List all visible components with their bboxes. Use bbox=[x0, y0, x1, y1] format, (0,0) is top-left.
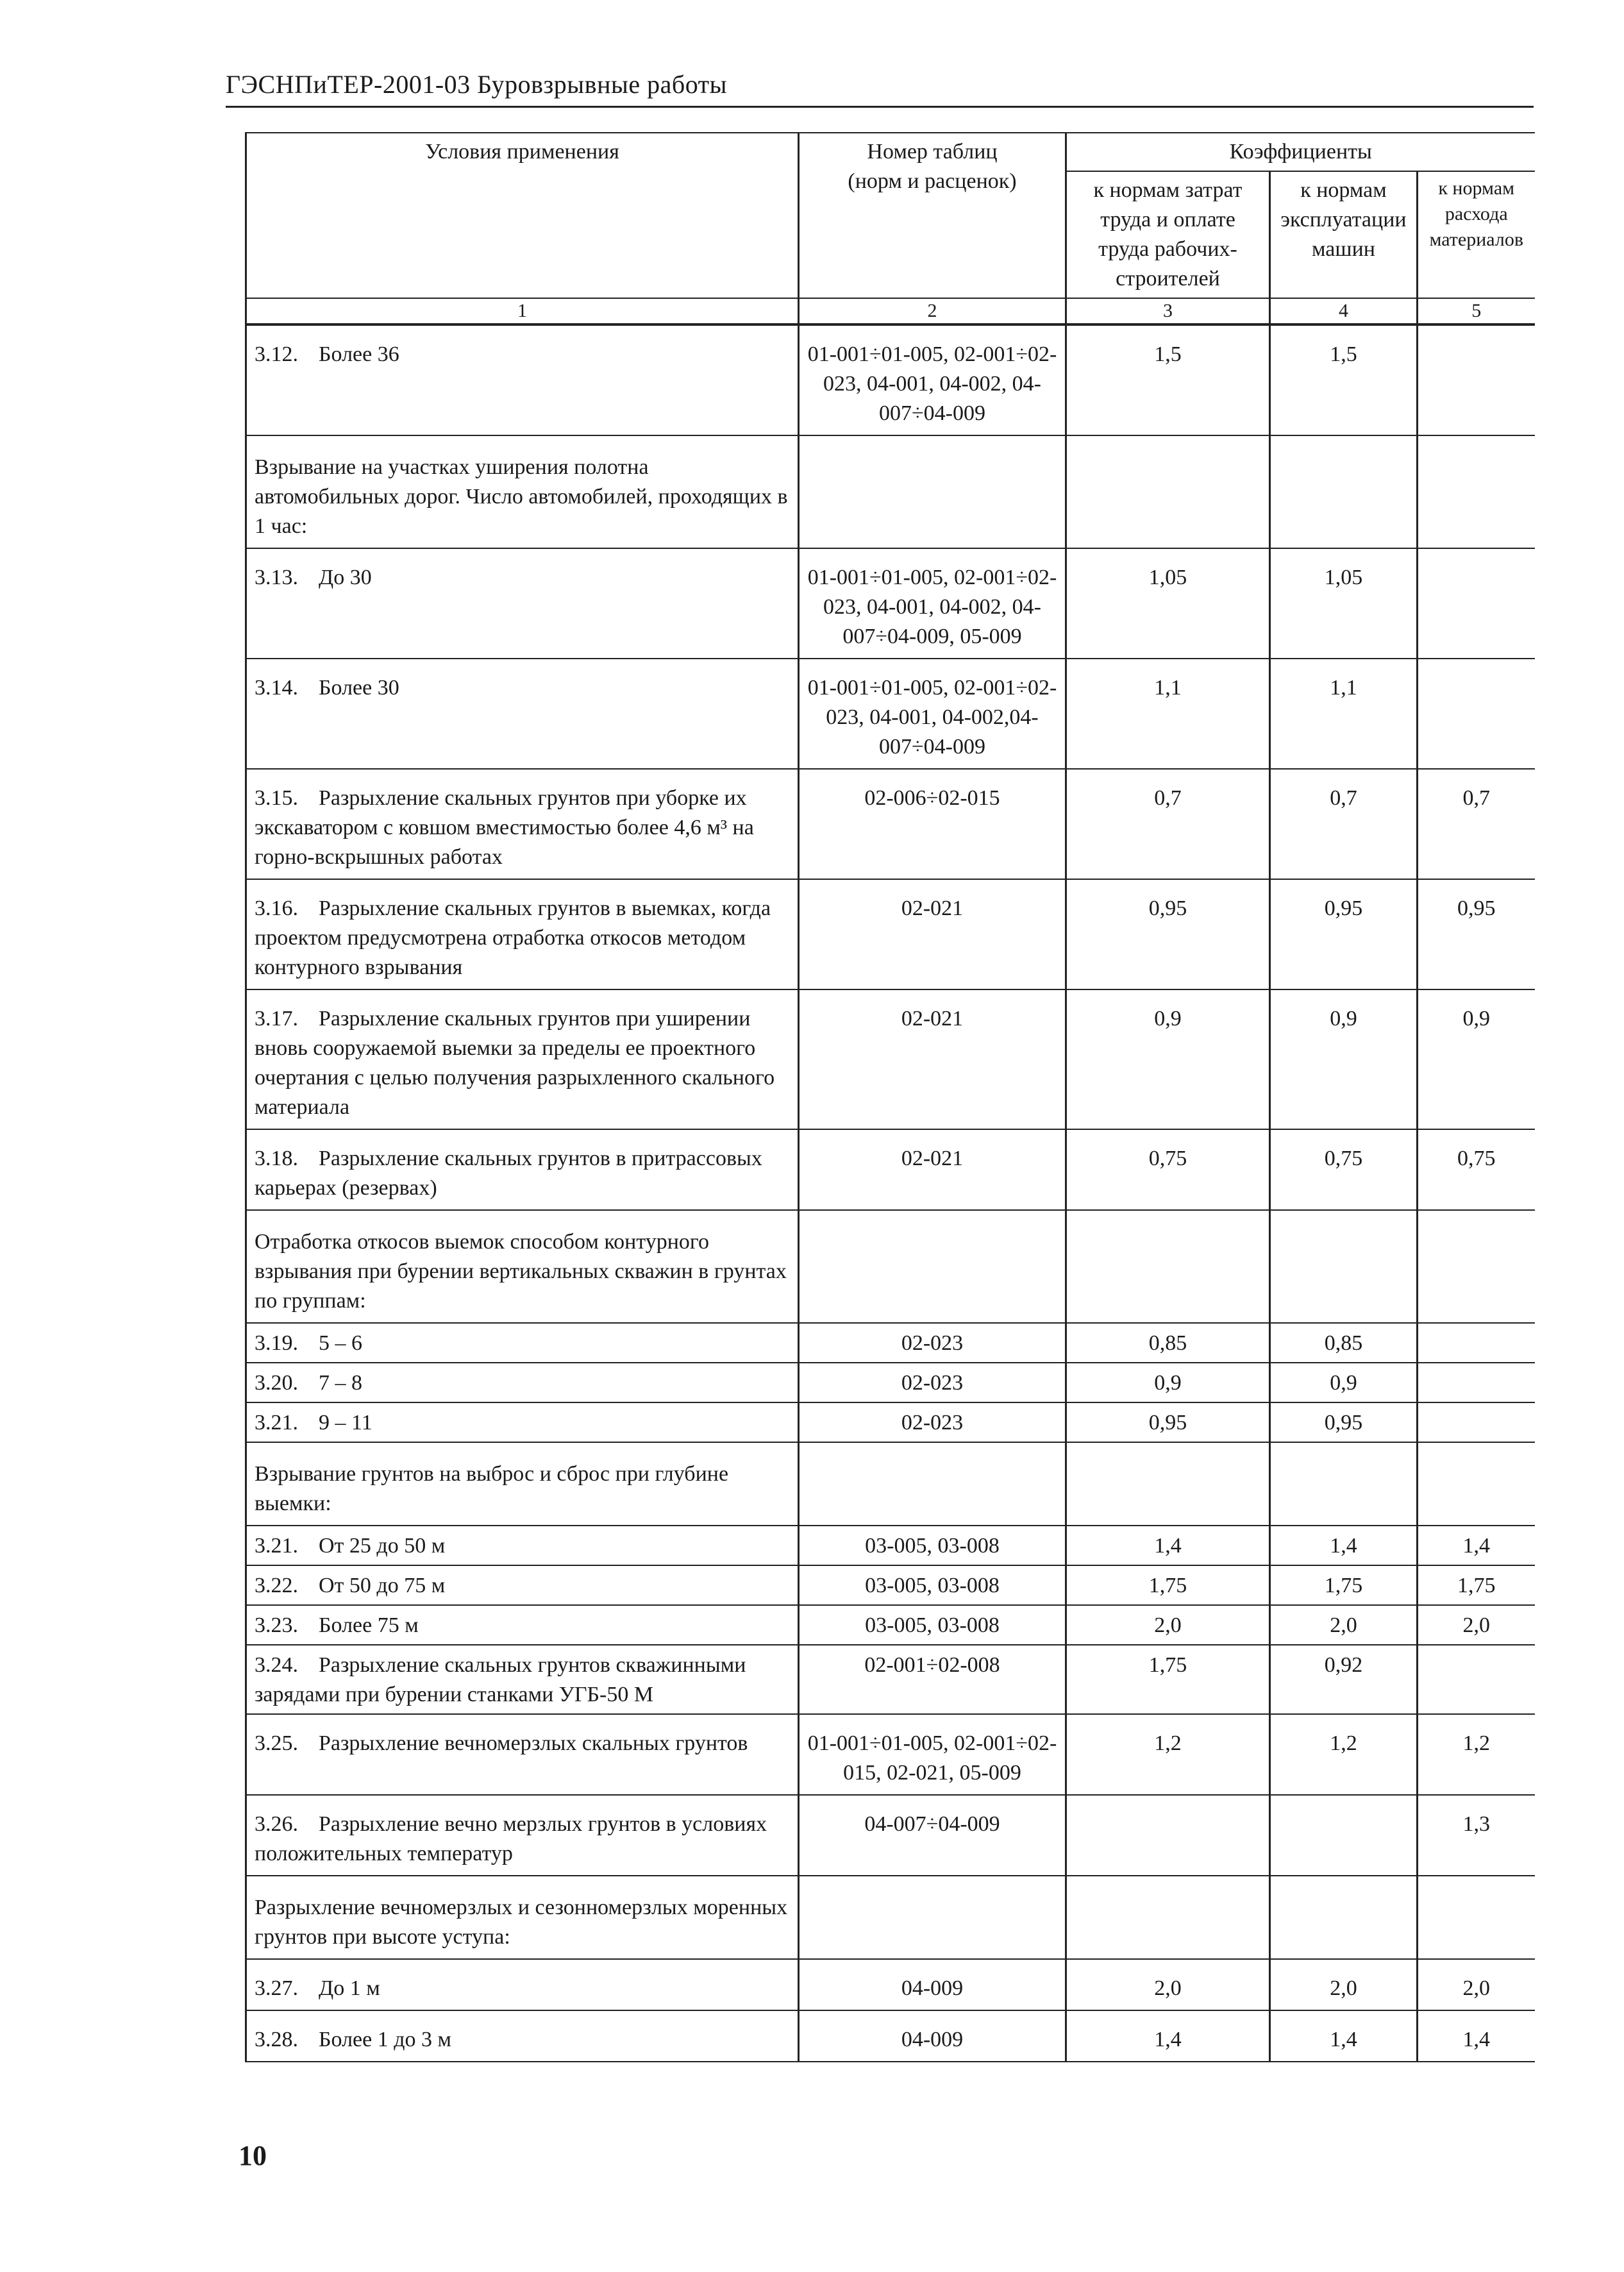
materials-coefficient: 1,4 bbox=[1418, 1526, 1535, 1565]
labor-coefficient: 0,85 bbox=[1066, 1323, 1270, 1363]
table-numbers-cell: 01-001÷01-005, 02-001÷02-023, 04-001, 04-002,04-007÷04-009 bbox=[799, 659, 1066, 769]
header-table-numbers-line1: Номер таблиц bbox=[867, 140, 998, 164]
machines-coefficient: 1,05 bbox=[1270, 548, 1418, 659]
table-row bbox=[246, 1442, 1535, 1526]
labor-coefficient: 0,7 bbox=[1066, 769, 1270, 879]
condition-cell bbox=[246, 324, 799, 435]
table-row bbox=[246, 1363, 1535, 1402]
table-numbers-cell: 04-009 bbox=[799, 2010, 1066, 2062]
row-index: 3.14. bbox=[255, 676, 298, 700]
labor-coefficient: 0,9 bbox=[1066, 1363, 1270, 1402]
machines-coefficient bbox=[1270, 1876, 1418, 1959]
materials-coefficient: 1,75 bbox=[1418, 1565, 1535, 1605]
labor-coefficient bbox=[1066, 1795, 1270, 1876]
condition-text: 7 – 8 bbox=[319, 1371, 362, 1395]
row-index: 3.23. bbox=[255, 1613, 298, 1637]
table-row bbox=[246, 659, 1535, 769]
condition-cell bbox=[246, 1876, 799, 1959]
materials-coefficient bbox=[1418, 548, 1535, 659]
running-header: ГЭСНПиТЕР-2001-03 Буровзрывные работы bbox=[226, 70, 728, 99]
machines-coefficient: 1,75 bbox=[1270, 1565, 1418, 1605]
condition-cell bbox=[246, 1714, 799, 1795]
materials-coefficient bbox=[1418, 1210, 1535, 1323]
table-body bbox=[246, 324, 1535, 2062]
column-number: 1 bbox=[246, 298, 799, 324]
table-numbers-cell: 01-001÷01-005, 02-001÷02-023, 04-001, 04-002, 04-007÷04-009, 05-009 bbox=[799, 548, 1066, 659]
condition-cell bbox=[246, 1402, 799, 1442]
row-index: 3.15. bbox=[255, 786, 298, 810]
table-row bbox=[246, 1645, 1535, 1714]
coefficients-table bbox=[245, 132, 1535, 2062]
machines-coefficient: 1,4 bbox=[1270, 2010, 1418, 2062]
column-number: 3 bbox=[1066, 298, 1270, 324]
machines-coefficient: 2,0 bbox=[1270, 1605, 1418, 1645]
machines-coefficient: 0,95 bbox=[1270, 1402, 1418, 1442]
materials-coefficient: 0,75 bbox=[1418, 1129, 1535, 1210]
table-row bbox=[246, 1402, 1535, 1442]
machines-coefficient: 1,1 bbox=[1270, 659, 1418, 769]
condition-text: 5 – 6 bbox=[319, 1331, 362, 1355]
condition-text: До 1 м bbox=[319, 1976, 380, 2000]
condition-text: Более 30 bbox=[319, 676, 399, 700]
header-labor: к нормам затрат труда и оплате труда рабочих-строителей bbox=[1066, 171, 1270, 298]
materials-coefficient bbox=[1418, 324, 1535, 435]
condition-text: Разрыхление скальных грунтов при уширении вновь сооружаемой выемки за пределы ее проектного очертания с целью получения разрыхленного скального материала bbox=[255, 1007, 775, 1119]
condition-text: Более 1 до 3 м bbox=[319, 2028, 452, 2051]
condition-text: Более 75 м bbox=[319, 1613, 419, 1637]
machines-coefficient bbox=[1270, 1795, 1418, 1876]
table-numbers-cell: 02-023 bbox=[799, 1402, 1066, 1442]
condition-cell bbox=[246, 769, 799, 879]
row-index: 3.18. bbox=[255, 1147, 298, 1170]
condition-text: Разрыхление вечномерзлых и сезонномерзлых моренных грунтов при высоте уступа: bbox=[255, 1896, 788, 1949]
machines-coefficient: 0,92 bbox=[1270, 1645, 1418, 1714]
condition-cell bbox=[246, 1210, 799, 1323]
row-index: 3.22. bbox=[255, 1574, 298, 1597]
table-numbers-cell: 03-005, 03-008 bbox=[799, 1565, 1066, 1605]
labor-coefficient: 1,4 bbox=[1066, 1526, 1270, 1565]
table-numbers-cell: 03-005, 03-008 bbox=[799, 1526, 1066, 1565]
row-index: 3.12. bbox=[255, 342, 298, 366]
machines-coefficient: 0,7 bbox=[1270, 769, 1418, 879]
row-index: 3.26. bbox=[255, 1812, 298, 1836]
labor-coefficient: 1,75 bbox=[1066, 1645, 1270, 1714]
table-numbers-cell: 02-021 bbox=[799, 989, 1066, 1129]
materials-coefficient: 0,9 bbox=[1418, 989, 1535, 1129]
header-machines: к нормам эксплуатации машин bbox=[1270, 171, 1418, 298]
labor-coefficient bbox=[1066, 1210, 1270, 1323]
table-row bbox=[246, 1565, 1535, 1605]
condition-cell bbox=[246, 1565, 799, 1605]
header-table-numbers-line2: (норм и расценок) bbox=[848, 169, 1017, 193]
table-numbers-cell: 01-001÷01-005, 02-001÷02-023, 04-001, 04-002, 04-007÷04-009 bbox=[799, 324, 1066, 435]
table-row bbox=[246, 769, 1535, 879]
row-index: 3.17. bbox=[255, 1007, 298, 1031]
condition-cell bbox=[246, 989, 799, 1129]
condition-cell bbox=[246, 1363, 799, 1402]
machines-coefficient bbox=[1270, 435, 1418, 548]
table-numbers-cell: 02-023 bbox=[799, 1323, 1066, 1363]
condition-text: Разрыхление скальных грунтов при уборке их экскаватором с ковшом вместимостью более 4,6 м³ на горно-вскрышных работах bbox=[255, 786, 754, 869]
table-row bbox=[246, 2010, 1535, 2062]
condition-text: Взрывание на участках уширения полотна автомобильных дорог. Число автомобилей, проходящих в 1 час: bbox=[255, 455, 788, 538]
row-index: 3.19. bbox=[255, 1331, 298, 1355]
row-index: 3.13. bbox=[255, 566, 298, 589]
condition-text: Отработка откосов выемок способом контурного взрывания при бурении вертикальных скважин в грунтах по группам: bbox=[255, 1230, 787, 1313]
machines-coefficient: 0,9 bbox=[1270, 1363, 1418, 1402]
machines-coefficient: 0,75 bbox=[1270, 1129, 1418, 1210]
condition-cell bbox=[246, 659, 799, 769]
materials-coefficient: 1,3 bbox=[1418, 1795, 1535, 1876]
condition-text: Разрыхление вечномерзлых скальных грунтов bbox=[319, 1731, 748, 1755]
condition-cell bbox=[246, 1323, 799, 1363]
materials-coefficient: 2,0 bbox=[1418, 1959, 1535, 2010]
header-coefficients: Коэффициенты bbox=[1066, 133, 1535, 171]
materials-coefficient bbox=[1418, 1645, 1535, 1714]
condition-text: От 50 до 75 м bbox=[319, 1574, 446, 1597]
table-row bbox=[246, 879, 1535, 989]
column-number: 2 bbox=[799, 298, 1066, 324]
materials-coefficient bbox=[1418, 1363, 1535, 1402]
condition-text: 9 – 11 bbox=[319, 1411, 373, 1435]
labor-coefficient: 1,2 bbox=[1066, 1714, 1270, 1795]
table-numbers-cell: 02-023 bbox=[799, 1363, 1066, 1402]
machines-coefficient: 1,2 bbox=[1270, 1714, 1418, 1795]
labor-coefficient: 0,9 bbox=[1066, 989, 1270, 1129]
labor-coefficient bbox=[1066, 435, 1270, 548]
column-number: 4 bbox=[1270, 298, 1418, 324]
table-row bbox=[246, 1959, 1535, 2010]
header-rule bbox=[226, 106, 1534, 108]
labor-coefficient: 1,05 bbox=[1066, 548, 1270, 659]
row-index: 3.16. bbox=[255, 896, 298, 920]
materials-coefficient bbox=[1418, 1442, 1535, 1526]
table-numbers-cell: 01-001÷01-005, 02-001÷02-015, 02-021, 05-009 bbox=[799, 1714, 1066, 1795]
labor-coefficient: 2,0 bbox=[1066, 1959, 1270, 2010]
labor-coefficient: 2,0 bbox=[1066, 1605, 1270, 1645]
condition-cell bbox=[246, 879, 799, 989]
machines-coefficient: 1,4 bbox=[1270, 1526, 1418, 1565]
header-materials: к нормам расхода материалов bbox=[1418, 171, 1535, 298]
table-numbers-cell: 02-006÷02-015 bbox=[799, 769, 1066, 879]
table-numbers-cell: 04-007÷04-009 bbox=[799, 1795, 1066, 1876]
materials-coefficient bbox=[1418, 1323, 1535, 1363]
condition-cell bbox=[246, 1605, 799, 1645]
condition-cell bbox=[246, 2010, 799, 2062]
condition-text: До 30 bbox=[319, 566, 372, 589]
condition-cell bbox=[246, 1526, 799, 1565]
table-row bbox=[246, 1795, 1535, 1876]
table-row bbox=[246, 324, 1535, 435]
header-conditions: Условия применения bbox=[246, 133, 799, 298]
table-row bbox=[246, 1129, 1535, 1210]
labor-coefficient: 0,95 bbox=[1066, 879, 1270, 989]
table-numbers-cell bbox=[799, 1210, 1066, 1323]
machines-coefficient bbox=[1270, 1210, 1418, 1323]
condition-cell bbox=[246, 1795, 799, 1876]
materials-coefficient: 0,7 bbox=[1418, 769, 1535, 879]
condition-cell bbox=[246, 1442, 799, 1526]
table-numbers-cell: 02-021 bbox=[799, 879, 1066, 989]
materials-coefficient bbox=[1418, 1876, 1535, 1959]
machines-coefficient: 1,5 bbox=[1270, 324, 1418, 435]
labor-coefficient: 1,5 bbox=[1066, 324, 1270, 435]
table-row bbox=[246, 548, 1535, 659]
table-numbers-cell: 02-001÷02-008 bbox=[799, 1645, 1066, 1714]
labor-coefficient bbox=[1066, 1876, 1270, 1959]
materials-coefficient bbox=[1418, 1402, 1535, 1442]
condition-cell bbox=[246, 1645, 799, 1714]
machines-coefficient: 2,0 bbox=[1270, 1959, 1418, 2010]
row-index: 3.27. bbox=[255, 1976, 298, 2000]
table-row bbox=[246, 1714, 1535, 1795]
labor-coefficient bbox=[1066, 1442, 1270, 1526]
row-index: 3.21. bbox=[255, 1534, 298, 1558]
condition-text: От 25 до 50 м bbox=[319, 1534, 446, 1558]
materials-coefficient bbox=[1418, 435, 1535, 548]
table-numbers-cell: 04-009 bbox=[799, 1959, 1066, 2010]
table-numbers-cell: 03-005, 03-008 bbox=[799, 1605, 1066, 1645]
condition-cell bbox=[246, 1129, 799, 1210]
row-index: 3.28. bbox=[255, 2028, 298, 2051]
row-index: 3.24. bbox=[255, 1653, 298, 1677]
table-numbers-cell: 02-021 bbox=[799, 1129, 1066, 1210]
header-table-numbers bbox=[799, 133, 1066, 298]
table-row bbox=[246, 1323, 1535, 1363]
machines-coefficient: 0,85 bbox=[1270, 1323, 1418, 1363]
row-index: 3.21. bbox=[255, 1411, 298, 1435]
materials-coefficient: 0,95 bbox=[1418, 879, 1535, 989]
table-numbers-cell bbox=[799, 1876, 1066, 1959]
machines-coefficient: 0,95 bbox=[1270, 879, 1418, 989]
table-row bbox=[246, 435, 1535, 548]
table-row bbox=[246, 1210, 1535, 1323]
table-row bbox=[246, 989, 1535, 1129]
materials-coefficient: 2,0 bbox=[1418, 1605, 1535, 1645]
condition-text: Разрыхление скальных грунтов в выемках, когда проектом предусмотрена отработка откосов методом контурного взрывания bbox=[255, 896, 771, 979]
condition-text: Разрыхление скальных грунтов в притрассовых карьерах (резервах) bbox=[255, 1147, 762, 1200]
materials-coefficient: 1,4 bbox=[1418, 2010, 1535, 2062]
table-row bbox=[246, 1876, 1535, 1959]
machines-coefficient bbox=[1270, 1442, 1418, 1526]
labor-coefficient: 1,75 bbox=[1066, 1565, 1270, 1605]
condition-cell bbox=[246, 1959, 799, 2010]
row-index: 3.20. bbox=[255, 1371, 298, 1395]
materials-coefficient bbox=[1418, 659, 1535, 769]
table-numbers-cell bbox=[799, 435, 1066, 548]
machines-coefficient: 0,9 bbox=[1270, 989, 1418, 1129]
condition-text: Разрыхление скальных грунтов скважинными зарядами при бурении станками УГБ-50 М bbox=[255, 1653, 746, 1706]
labor-coefficient: 0,75 bbox=[1066, 1129, 1270, 1210]
labor-coefficient: 1,4 bbox=[1066, 2010, 1270, 2062]
labor-coefficient: 0,95 bbox=[1066, 1402, 1270, 1442]
page-number: 10 bbox=[239, 2140, 267, 2171]
condition-cell bbox=[246, 548, 799, 659]
materials-coefficient: 1,2 bbox=[1418, 1714, 1535, 1795]
table-numbers-cell bbox=[799, 1442, 1066, 1526]
condition-text: Взрывание грунтов на выброс и сброс при глубине выемки: bbox=[255, 1462, 729, 1515]
condition-text: Разрыхление вечно мерзлых грунтов в условиях положительных температур bbox=[255, 1812, 767, 1865]
column-number: 5 bbox=[1418, 298, 1535, 324]
row-index: 3.25. bbox=[255, 1731, 298, 1755]
table-row bbox=[246, 1526, 1535, 1565]
condition-cell bbox=[246, 435, 799, 548]
table-row bbox=[246, 1605, 1535, 1645]
condition-text: Более 36 bbox=[319, 342, 399, 366]
labor-coefficient: 1,1 bbox=[1066, 659, 1270, 769]
